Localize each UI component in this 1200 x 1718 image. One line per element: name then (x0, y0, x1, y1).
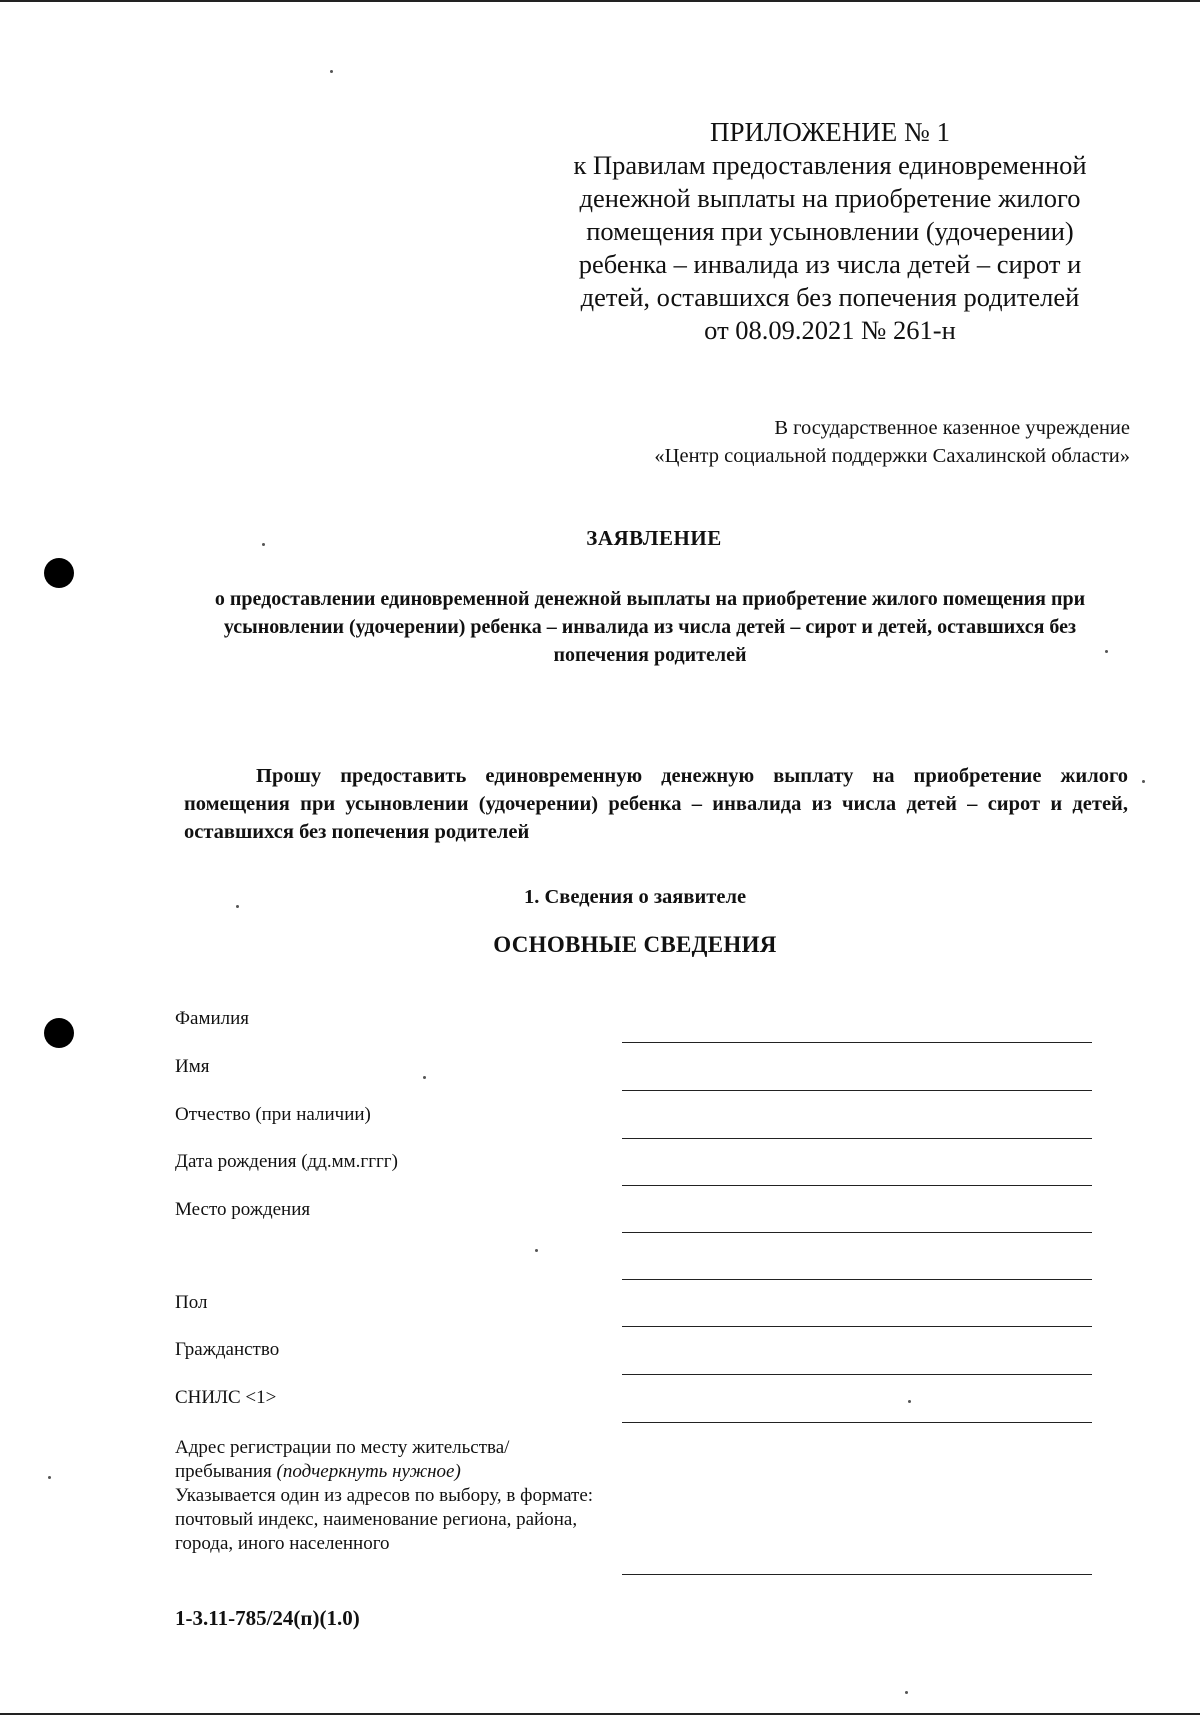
scan-speck (262, 543, 265, 546)
addressee-block (540, 414, 1130, 470)
address-field[interactable] (622, 1574, 1092, 1575)
name-label: Имя (175, 1056, 210, 1077)
scan-speck (908, 1400, 911, 1403)
scan-speck (330, 70, 333, 73)
appendix-line: денежной выплаты на приобретение жилого (579, 183, 1081, 213)
address-hint: Указывается один из адресов по выбору, в формате: почтовый индекс, наименование региона, района, города, иного населенного (175, 1485, 594, 1554)
appendix-block (530, 116, 1130, 347)
surname-field[interactable] (622, 1042, 1092, 1043)
scan-speck (1142, 780, 1145, 783)
snils-label: СНИЛС <1> (175, 1387, 277, 1408)
scan-speck (423, 1076, 426, 1079)
scan-edge-top (0, 0, 1200, 2)
address-label-line (175, 1460, 605, 1484)
birth-place-field-continued[interactable] (622, 1279, 1092, 1280)
birth-place-field[interactable] (622, 1232, 1092, 1233)
scan-speck (535, 1249, 538, 1252)
surname-label: Фамилия (175, 1008, 250, 1029)
section-title: 1. Сведения о заявителе (523, 886, 747, 908)
punch-hole-mark (44, 1018, 74, 1048)
document-title: ЗАЯВЛЕНИЕ (586, 526, 722, 550)
addressee-line: В государственное казенное учреждение (774, 417, 1130, 439)
birth-date-label: Дата рождения (дд.мм.гггг) (175, 1151, 398, 1172)
scan-speck (905, 1691, 908, 1694)
document-subtitle: о предоставлении единовременной денежной выплаты на приобретение жилого помещения при усыновлении (удочерении) ребенка – инвалида из числа детей – сирот и детей, оставшихся без попечения родителей (214, 588, 1086, 666)
appendix-line: ребенка – инвалида из числа детей – сирот и (578, 249, 1082, 279)
address-label-hint-italic: (подчеркнуть нужное) (276, 1461, 461, 1482)
patronymic-label: Отчество (при наличии) (175, 1104, 371, 1125)
patronymic-field[interactable] (622, 1138, 1092, 1139)
snils-field[interactable] (622, 1422, 1092, 1423)
sex-field[interactable] (622, 1326, 1092, 1327)
birth-date-field[interactable] (622, 1185, 1092, 1186)
scan-speck (236, 905, 239, 908)
name-field[interactable] (622, 1090, 1092, 1091)
document-code: 1-3.11-785/24(п)(1.0) (175, 1606, 360, 1630)
address-label (175, 1436, 605, 1556)
appendix-line: помещения при усыновлении (удочерении) (586, 216, 1074, 246)
citizenship-field[interactable] (622, 1374, 1092, 1375)
citizenship-label: Гражданство (175, 1339, 280, 1360)
scan-speck (48, 1476, 51, 1479)
address-label-text: пребывания (175, 1461, 277, 1482)
addressee-line: «Центр социальной поддержки Сахалинской области» (654, 445, 1130, 467)
request-paragraph: Прошу предоставить единовременную денежную выплату на приобретение жилого помещения при усыновлении (удочерении) ребенка – инвалида из числа детей – сирот и детей, оставшихся без попечения родителей (184, 765, 1128, 843)
appendix-date: от 08.09.2021 № 261-н (704, 315, 956, 345)
sex-label: Пол (175, 1292, 208, 1313)
appendix-line: детей, оставшихся без попечения родителей (580, 282, 1080, 312)
address-label-line: Адрес регистрации по месту жительства/ (175, 1437, 510, 1458)
appendix-title: ПРИЛОЖЕНИЕ № 1 (709, 117, 951, 147)
birth-place-label: Место рождения (175, 1199, 311, 1220)
section-heading: ОСНОВНЫЕ СВЕДЕНИЯ (493, 932, 777, 957)
appendix-line: к Правилам предоставления единовременной (573, 150, 1087, 180)
punch-hole-mark (44, 558, 74, 588)
scan-edge-bottom (0, 1713, 1200, 1715)
scan-speck (1105, 650, 1108, 653)
